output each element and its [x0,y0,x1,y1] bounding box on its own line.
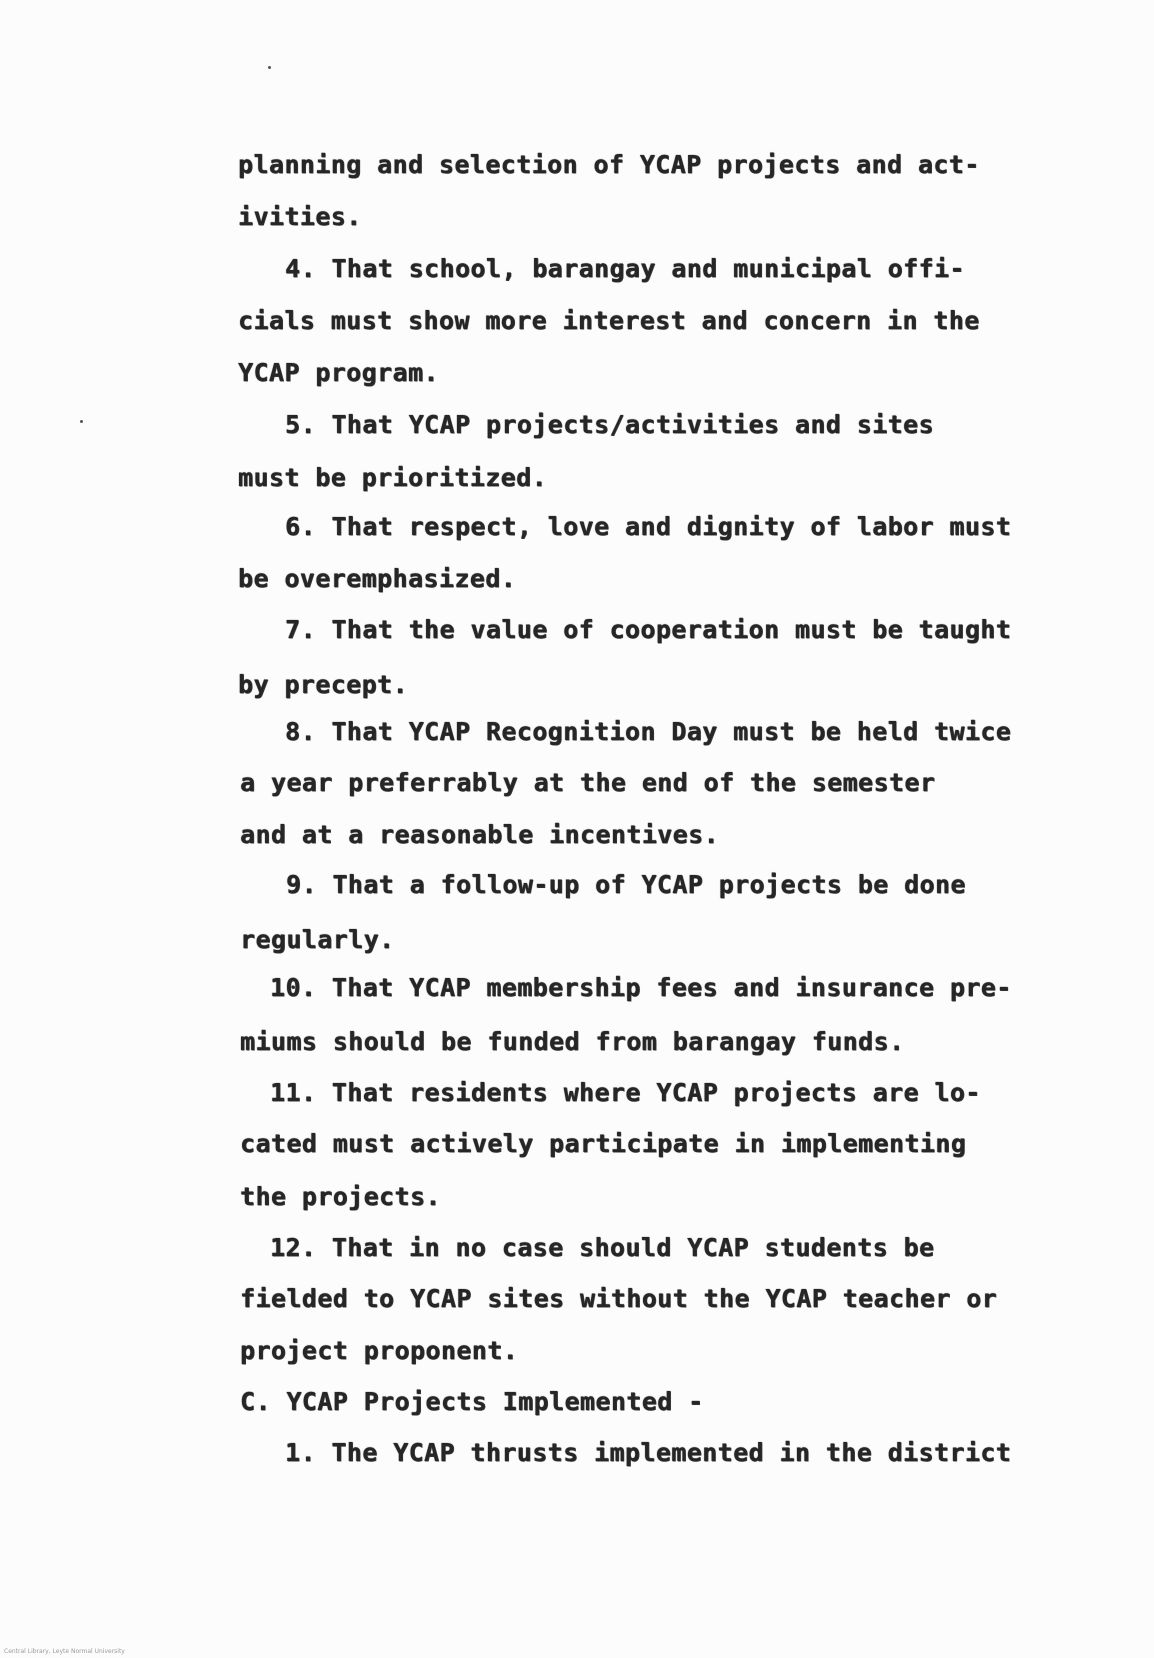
text-line-4: cials must show more interest and concern in the [238,306,980,335]
text-line-16: regularly. [240,925,395,954]
list-item-9: 9. That a follow-up of YCAP projects be done [286,870,966,899]
list-item-10: 10. That YCAP membership fees and insurance pre- [270,973,1012,1002]
text-line-20: cated must actively participate in implementing [240,1129,967,1158]
text-line-18: miums should be funded from barangay funds. [240,1027,905,1056]
list-item-7: 7. That the value of cooperation must be taught [285,615,1012,644]
list-item-1: 1. The YCAP thrusts implemented in the district [285,1438,1012,1467]
section-heading-c: C. YCAP Projects Implemented - [240,1387,704,1416]
archive-footer: Central Library, Leyte Normal University [4,1648,125,1655]
text-line-5: YCAP program. [238,358,439,387]
text-line-7: must be prioritized. [238,463,548,492]
text-line-11: by precept. [238,670,408,699]
scan-speck [268,66,271,69]
list-item-4: 4. That school, barangay and municipal offi- [285,254,965,283]
text-line-24: project proponent. [240,1336,519,1365]
text-line-23: fielded to YCAP sites without the YCAP teacher or [240,1284,998,1313]
list-item-11: 11. That residents where YCAP projects are lo- [270,1078,981,1107]
list-item-5: 5. That YCAP projects/activities and sites [285,410,934,439]
list-item-12: 12. That in no case should YCAP students be [270,1233,935,1262]
text-line-13: a year preferrably at the end of the semester [240,768,936,797]
list-item-6: 6. That respect, love and dignity of labor must [285,512,1012,541]
scan-speck [80,420,83,423]
text-line-9: be overemphasized. [238,564,517,593]
text-line-14: and at a reasonable incentives. [240,820,719,849]
list-item-8: 8. That YCAP Recognition Day must be held twice [285,717,1012,746]
text-line-2: ivities. [238,202,362,231]
text-line-1: planning and selection of YCAP projects and act- [238,150,980,179]
text-line-21: the projects. [240,1182,441,1211]
